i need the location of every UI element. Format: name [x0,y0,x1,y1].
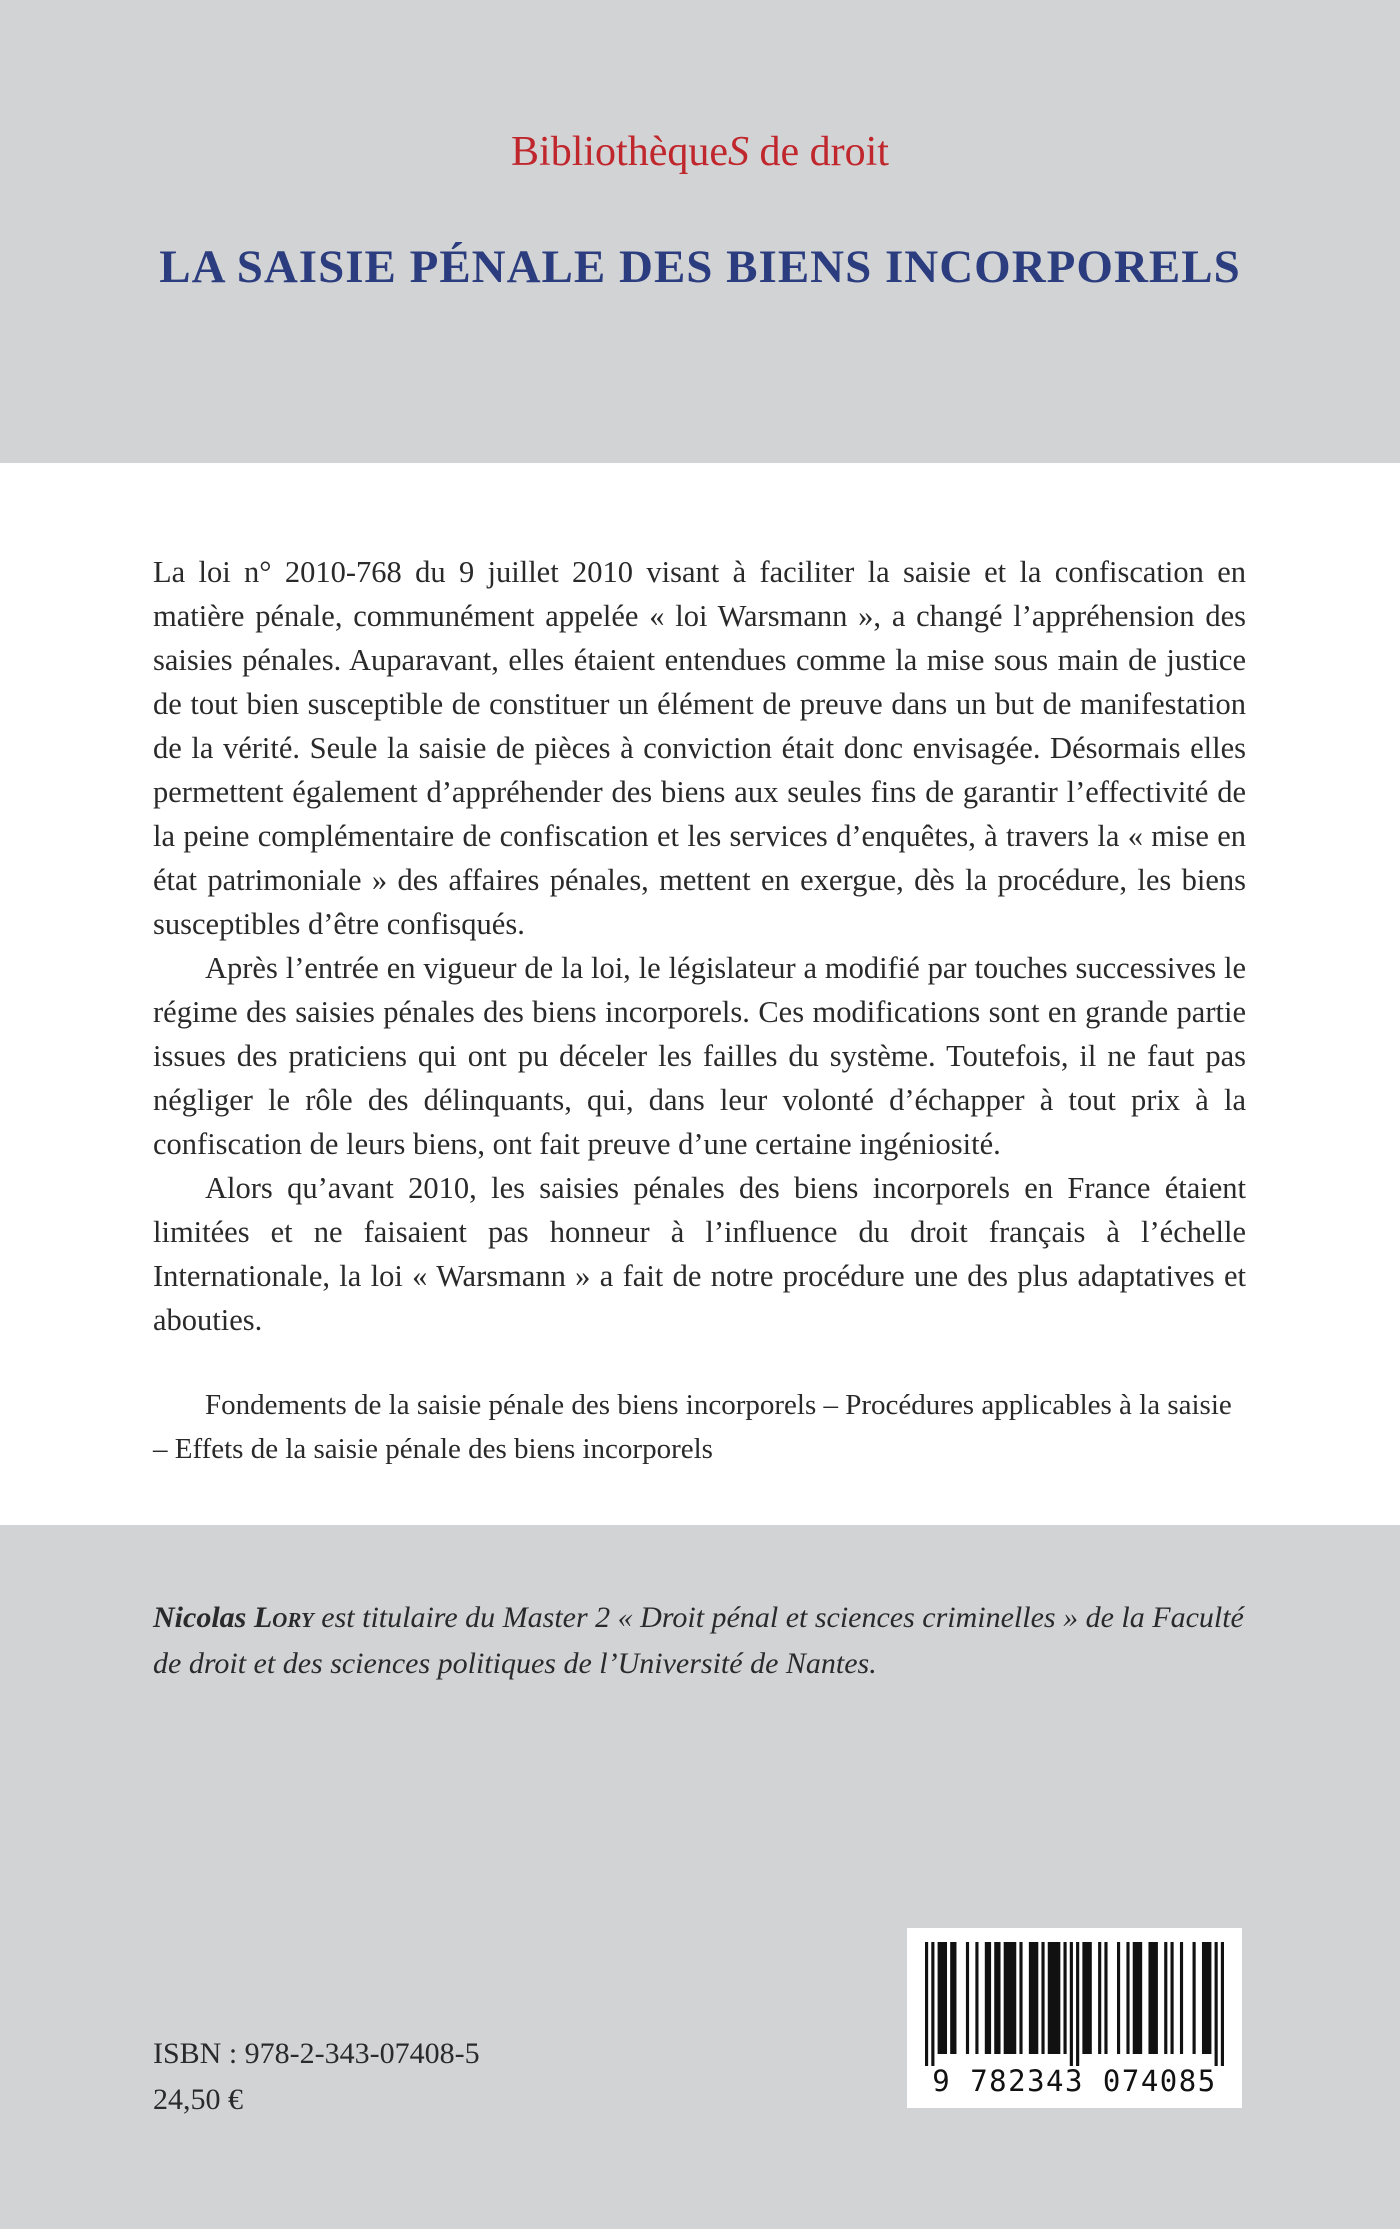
barcode-bar [1117,1942,1120,2054]
summary-paragraph-3: Alors qu’avant 2010, les saisies pénales des biens incorporels en France étaient limitées et ne faisaient pas honneur à l’influence du droit français à l’échelle Internationale, la loi « Warsmann » a fait de notre procédure une des plus adaptatives et abouties. [153,1171,1246,1337]
barcode-bar [1019,1942,1022,2054]
barcode-bar [994,1942,1000,2054]
summary-text [153,550,1246,1342]
author-first-name: Nicolas [153,1601,247,1634]
barcode-bar [1221,1942,1224,2066]
summary-paragraph-1: La loi n° 2010-768 du 9 juillet 2010 visant à faciliter la saisie et la confiscation en matière pénale, communément appelée « loi Warsmann », a changé l’appréhension des saisies pénales. Auparavant, elles étaient entendues comme la mise sous main de justice de tout bien susceptible de constituer un élément de preuve dans un but de manifestation de la vérité. Seule la saisie de pièces à conviction était donc envisagée. Désormais elles permettent également d’appréhender des biens aux seules fins de garantir l’effectivité de la peine complémentaire de confiscation et les services d’enquêtes, à travers la « mise en état patrimoniale » des affaires pénales, mettent en exergue, dès la procédure, les biens susceptibles d’être confisqués. [153,555,1246,941]
barcode-bar [985,1942,991,2054]
barcode-bar [1104,1942,1107,2054]
book-title: LA SAISIE PÉNALE DES BIENS INCORPORELS [159,241,1241,293]
series-name-part1: Bibliothèque [511,129,728,175]
barcode-bar [938,1942,947,2054]
series-name [0,128,1400,176]
barcode-bar [1202,1942,1211,2054]
barcode-bar [1170,1942,1173,2054]
author-name [153,1601,314,1634]
barcode-bar [1126,1942,1129,2054]
barcode-bar [1215,1942,1218,2066]
barcode-bar [925,1942,928,2066]
barcode-digits: 9 782343 074085 [932,2064,1217,2098]
barcode-bars [925,1942,1224,2066]
top-band [0,0,1400,463]
barcode-bar [931,1942,934,2066]
barcode-bar [1098,1942,1101,2054]
barcode-bar [975,1942,978,2054]
barcode-bar [1148,1942,1157,2054]
barcode-bar [966,1942,969,2054]
barcode-bar [1041,1942,1044,2054]
series-name-part3: de droit [749,129,889,175]
author-last-name-rest: ory [272,1601,314,1634]
isbn: ISBN : 978-2-343-07408-5 [153,2037,480,2070]
table-of-contents [153,1383,1246,1471]
contents-text: Fondements de la saisie pénale des biens incorporels – Procédures applicables à la saisie – Effets de la saisie pénale des biens incorporels [153,1389,1232,1465]
author-last-name-initial: L [253,1601,273,1634]
barcode-bar [1029,1942,1038,2054]
summary-paragraph-2: Après l’entrée en vigueur de la loi, le législateur a modifié par touches successives le régime des saisies pénales des biens incorporels. Ces modifications sont en grande partie issues des praticiens qui ont pu déceler les failles du système. Toutefois, il ne faut pas négliger le rôle des délinquants, qui, dans leur volonté d’échapper à tout prix à la confiscation de leurs biens, ont fait preuve d’une certaine ingéniosité. [153,951,1246,1161]
author-bio-text: est titulaire du Master 2 « Droit pénal et sciences criminelles » de la Faculté de droit et des sciences politiques de l’Université de Nantes. [153,1601,1244,1680]
barcode-bar [1180,1942,1183,2054]
barcode-bar [1133,1942,1142,2054]
series-name-part2: S [728,129,749,175]
author-bio [153,1595,1246,1687]
barcode-bar [1004,1942,1017,2054]
price: 24,50 € [153,2083,243,2116]
barcode-bar [1193,1942,1196,2054]
barcode [907,1928,1242,2108]
barcode-bar [950,1942,956,2054]
barcode-bar [1082,1942,1091,2054]
barcode-bar [1164,1942,1167,2054]
barcode-bar [1070,1942,1073,2066]
barcode-bar [1048,1942,1061,2054]
barcode-bar [1076,1942,1079,2066]
barcode-bar [1063,1942,1066,2054]
